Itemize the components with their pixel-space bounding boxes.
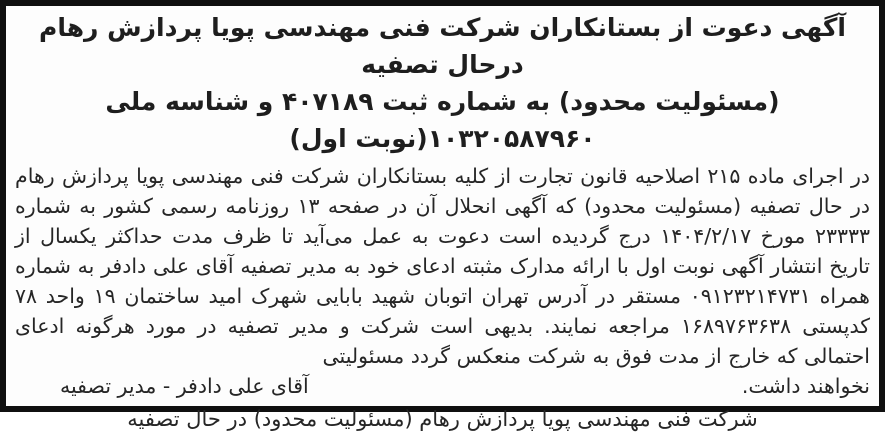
company-signature-line: شرکت فنی مهندسی پویا پردازش رهام (مسئولیت محدود) در حال تصفیه	[127, 407, 758, 431]
closing-row	[15, 371, 870, 401]
notice-header	[15, 9, 870, 157]
liquidator-signature: آقای علی دادفر - مدیر تصفیه	[60, 374, 309, 398]
closing-text: نخواهند داشت.	[741, 374, 870, 398]
notice-body-text: در اجرای ماده ۲۱۵ اصلاحیه قانون تجارت از کلیه بستانکاران شرکت فنی مهندسی پویا پردازش رهام در حال تصفیه (مسئولیت محدود) که آگهی انحلال آن در صفحه ۱۳ روزنامه رسمی کشور به شماره ۲۳۳۳۳ مورخ ۱۴۰۴/۲/۱۷ درج گردیده است دعوت به عمل می‌آید تا ظرف مدت حداکثر یکسال از تاریخ انتشار آگهی نوبت اول با ارائه مدارک مثبته ادعای خود به مدیر تصفیه آقای علی دادفر به شماره همراه ۰۹۱۲۳۲۱۴۷۳۱ مستقر در آدرس تهران اتوبان شهید بابایی شهرک امید ساختمان ۱۹ واحد ۷۸ کدپستی ۱۶۸۹۷۶۳۶۳۸ مراجعه نمایند. بدیهی است شرکت و مدیر تصفیه در مورد هرگونه ادعای احتمالی که خارج از مدت فوق به شرکت منعکس گردد مسئولیتی	[15, 164, 870, 368]
notice-title-line1: آگهی دعوت از بستانکاران شرکت فنی مهندسی پویا پردازش رهام درحال تصفیه	[39, 13, 846, 79]
notice-title-line2: (مسئولیت محدود) به شماره ثبت ۴۰۷۱۸۹ و شناسه ملی ۱۰۳۲۰۵۸۷۹۶۰(نوبت اول)	[105, 87, 780, 153]
